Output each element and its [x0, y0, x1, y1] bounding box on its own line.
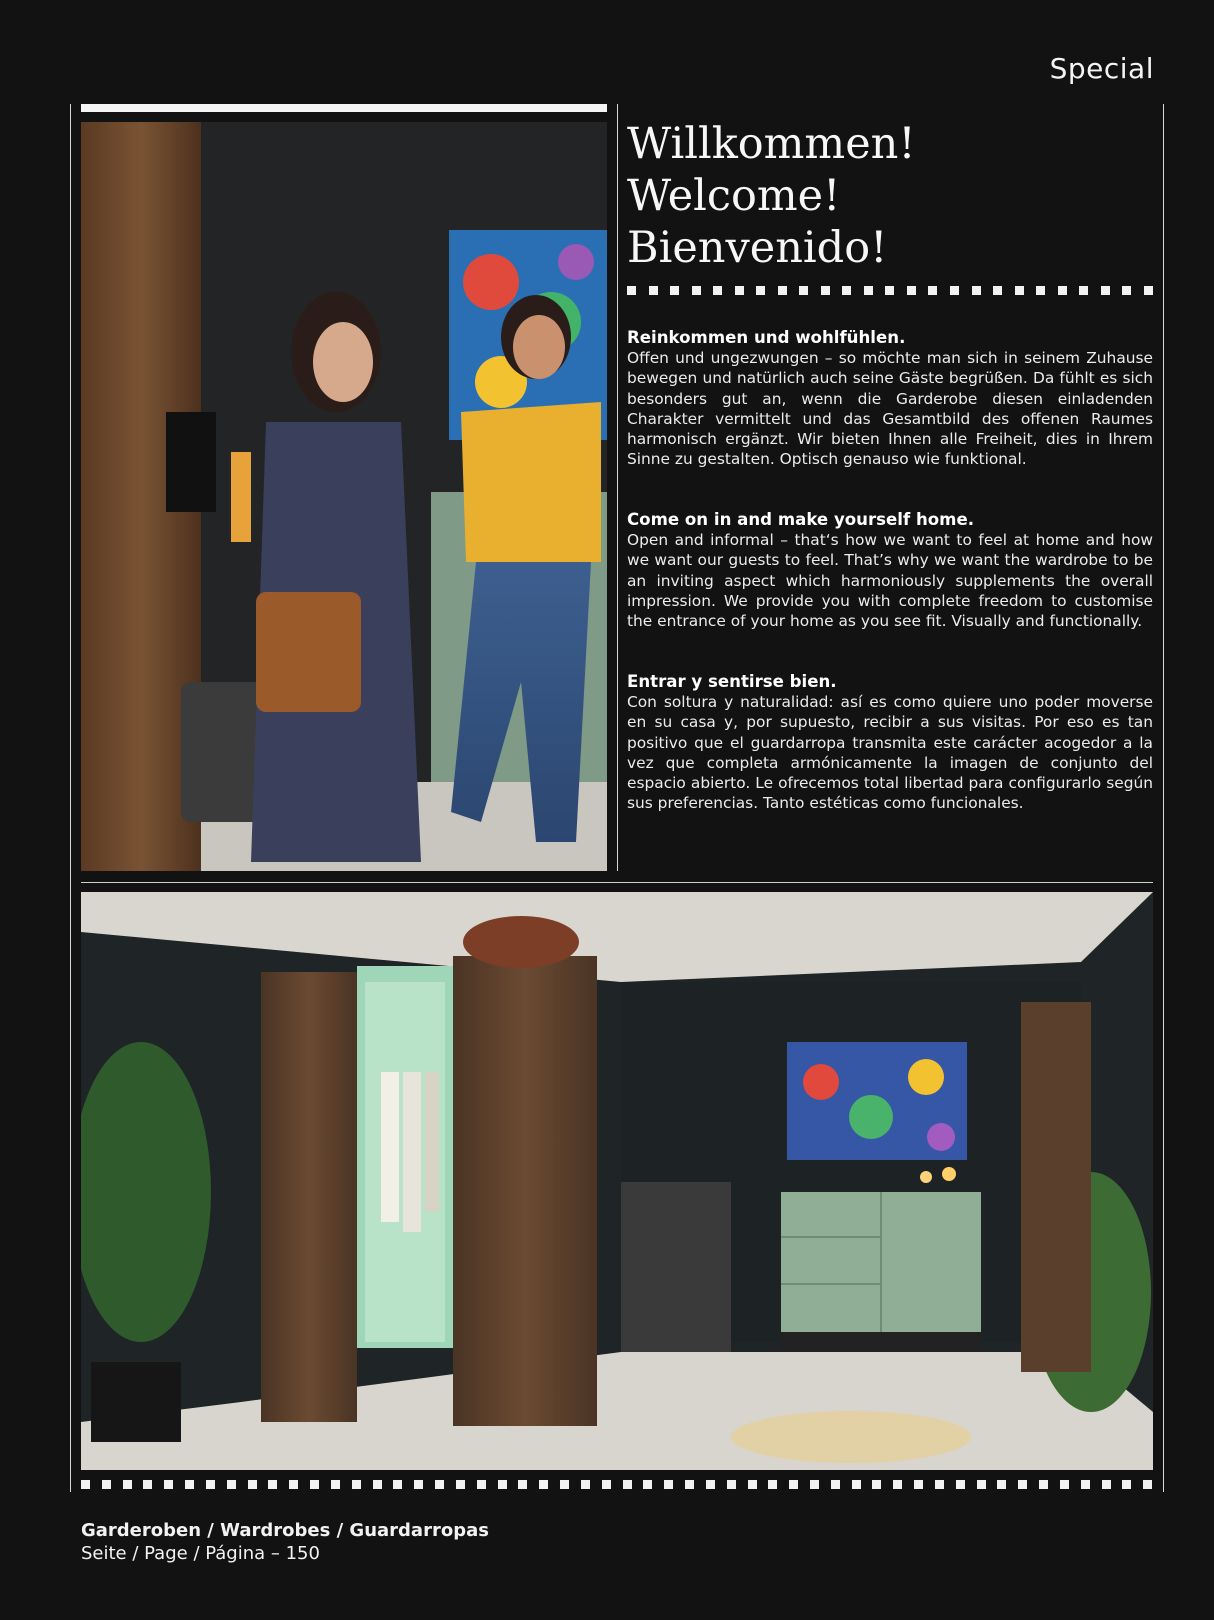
- paragraph-body-english: Open and informal – that‘s how we want to feel at home and how we want our guests to feel. That’s why we want the wardrobe to be an inviting aspect which harmoniously supplements the overall impression. We provide you with complete freedom to customise the entrance of your home as you see fit. Visually and functionally.: [627, 531, 1153, 631]
- headline-spanish: Bienvenido!: [627, 223, 888, 273]
- paragraph-spanish: [627, 672, 1153, 813]
- headline-german: Willkommen!: [627, 119, 916, 169]
- frame-left-line: [70, 104, 71, 1492]
- paragraph-heading-spanish: Entrar y sentirse bien.: [627, 672, 837, 691]
- footer-title: Garderoben / Wardrobes / Guardarropas: [81, 1520, 489, 1541]
- top-white-bar: [81, 104, 607, 112]
- footer-page-number: Seite / Page / Página – 150: [81, 1543, 320, 1564]
- paragraph-german: [627, 328, 1153, 469]
- photo-wardrobe-room: [81, 892, 1153, 1470]
- section-label: Special: [1049, 52, 1154, 85]
- section-divider-line: [81, 882, 1153, 883]
- frame-right-line: [1163, 104, 1164, 1492]
- column-divider-line: [617, 104, 618, 871]
- headline-dotted-separator: [627, 286, 1153, 295]
- paragraph-body-german: Offen und ungezwungen – so möchte man sich in seinem Zuhause bewegen und natürlich auch seine Gäste begrüßen. Da fühlt es sich besonders gut an, wenn die Garderobe diesen einladenden Charakter vermittelt und das Gesamtbild des offenen Raumes harmonisch ergänzt. Wir bieten Ihnen alle Freiheit, dies in Ihrem Sinne zu gestalten. Optisch genauso wie funktional.: [627, 349, 1153, 469]
- photo-women-entrance: [81, 122, 607, 871]
- headline-english: Welcome!: [627, 171, 841, 221]
- paragraph-english: [627, 510, 1153, 631]
- paragraph-heading-english: Come on in and make yourself home.: [627, 510, 975, 529]
- headline: [627, 118, 1167, 274]
- paragraph-body-spanish: Con soltura y naturalidad: así es como quiere uno poder moverse en su casa y, por supuesto, recibir a sus visitas. Por eso es tan positivo que el guardarropa transmita este carácter acogedor a la vez que completa armónicamente la imagen de conjunto del espacio abierto. Le ofrecemos total libertad para configurarlo según sus preferencias. Tanto estéticas como funcionales.: [627, 693, 1153, 813]
- bottom-dotted-border: [81, 1480, 1153, 1489]
- paragraph-heading-german: Reinkommen und wohlfühlen.: [627, 328, 906, 347]
